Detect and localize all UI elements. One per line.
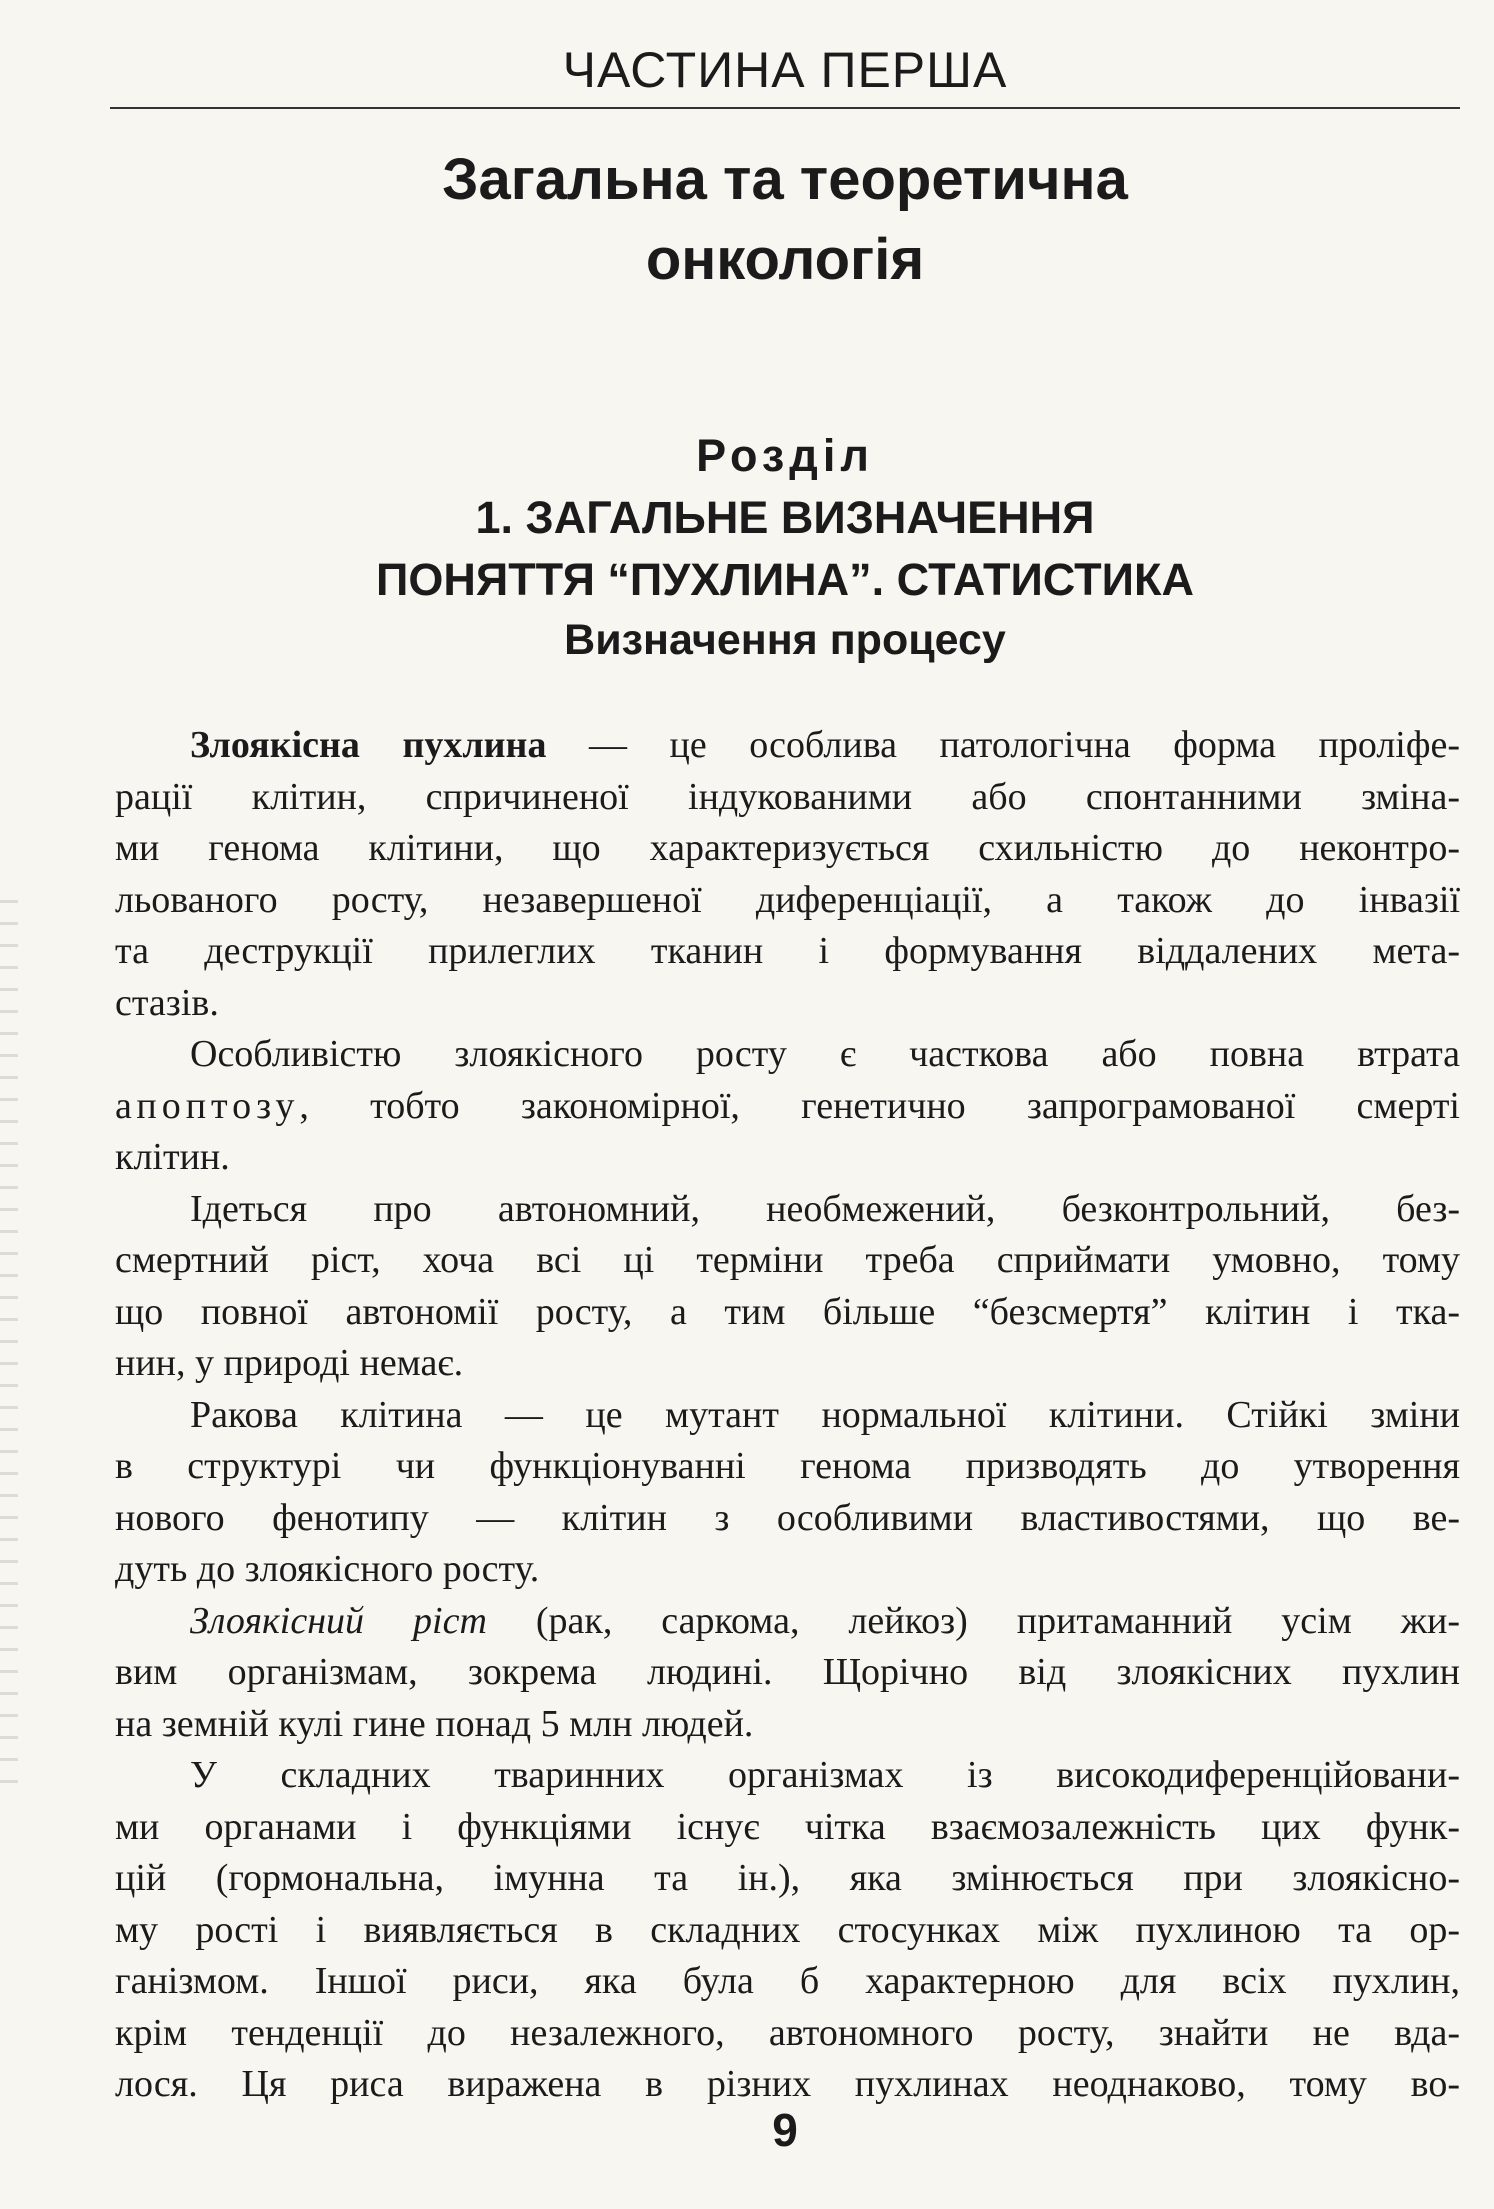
text-line — [115, 1596, 1460, 1648]
text-run: (рак, саркома, лейкоз) притаманний усім жи- — [486, 1599, 1460, 1642]
section-title-line-1 — [110, 425, 1460, 549]
text-line: му рості і виявляється в складних стосунках між пухлиною та ор- — [115, 1908, 1460, 1951]
text-line: на земній кулі гине понад 5 млн людей. — [115, 1702, 754, 1745]
text-line: ми генома клітини, що характеризується схильністю до неконтро- — [115, 827, 1460, 869]
part-title-line-1: Загальна та теоретична — [442, 147, 1128, 212]
text-line: ганізмом. Іншої риси, яка була б характерною для всіх пухлин, — [115, 1960, 1460, 2002]
scan-margin-shadow — [0, 900, 18, 1800]
term-malignant-growth: Злоякісний ріст — [190, 1599, 487, 1642]
text-line: що повної автономії росту, а тим більше “безсмертя” клітин і тка- — [115, 1290, 1460, 1333]
text-line: У складних тваринних організмах із високодиференційовани- — [190, 1754, 1460, 1796]
text-line: в структурі чи функціонуванні генома призводять до утворення — [115, 1445, 1460, 1487]
text-line: Особливістю злоякісного росту є часткова або повна втрата — [190, 1033, 1460, 1075]
section-title-rest: 1. ЗАГАЛЬНЕ ВИЗНАЧЕННЯ — [475, 492, 1095, 543]
text-line: рації клітин, спричиненої індукованими або спонтанними зміна- — [115, 775, 1460, 818]
section-label: Розділ — [696, 430, 874, 481]
text-line: та деструкції прилеглих тканин і формування віддалених мета- — [115, 930, 1460, 972]
term-malignant-tumor: Злоякісна пухлина — [190, 724, 547, 766]
part-title-line-2: онкологія — [645, 227, 925, 292]
text-line: стазів. — [115, 981, 219, 1024]
term-apoptosis: апоптозу — [115, 1084, 300, 1127]
subsection-title: Визначення процесу — [564, 616, 1006, 664]
text-line: льованого росту, незавершеної диференціації, а також до інвазії — [115, 878, 1460, 921]
text-run: , тобто закономірної, генетично запрограмованої смерті — [299, 1084, 1460, 1127]
text-line: нового фенотипу — клітин з особливими властивостями, що ве- — [115, 1496, 1460, 1539]
text-line: лося. Ця риса виражена в різних пухлинах неоднаково, тому во- — [115, 2063, 1460, 2105]
section-title — [110, 425, 1460, 611]
text-line: нин, у природі немає. — [115, 1342, 464, 1384]
text-line — [115, 720, 1460, 772]
text-line: дуть до злоякісного росту. — [115, 1548, 540, 1590]
text-line: вим організмам, зокрема людині. Щорічно від злоякісних пухлин — [115, 1651, 1460, 1693]
text-line: цій (гормональна, імунна та ін.), яка змінюється при злоякісно- — [115, 1857, 1460, 1899]
text-line — [115, 1081, 1460, 1133]
body-text — [115, 720, 1460, 2111]
text-line: Ракова клітина — це мутант нормальної клітини. Стійкі зміни — [190, 1393, 1460, 1436]
text-run: — це особлива патологічна форма проліфе- — [546, 724, 1460, 766]
page-number: 9 — [772, 2104, 798, 2156]
text-line: смертний ріст, хоча всі ці терміни треба сприймати умовно, тому — [115, 1239, 1460, 1281]
running-head: ЧАСТИНА ПЕРША — [562, 42, 1008, 98]
text-line: ми органами і функціями існує чітка взаємозалежність цих функ- — [115, 1805, 1460, 1848]
section-title-line-2: ПОНЯТТЯ “ПУХЛИНА”. СТАТИСТИКА — [376, 554, 1194, 605]
header-rule — [110, 107, 1460, 109]
text-line: крім тенденції до незалежного, автономного росту, знайти не вда- — [115, 2011, 1460, 2054]
part-title — [110, 140, 1460, 300]
text-line: клітин. — [115, 1136, 230, 1178]
text-line: Ідеться про автономний, необмежений, безконтрольний, без- — [190, 1187, 1460, 1230]
